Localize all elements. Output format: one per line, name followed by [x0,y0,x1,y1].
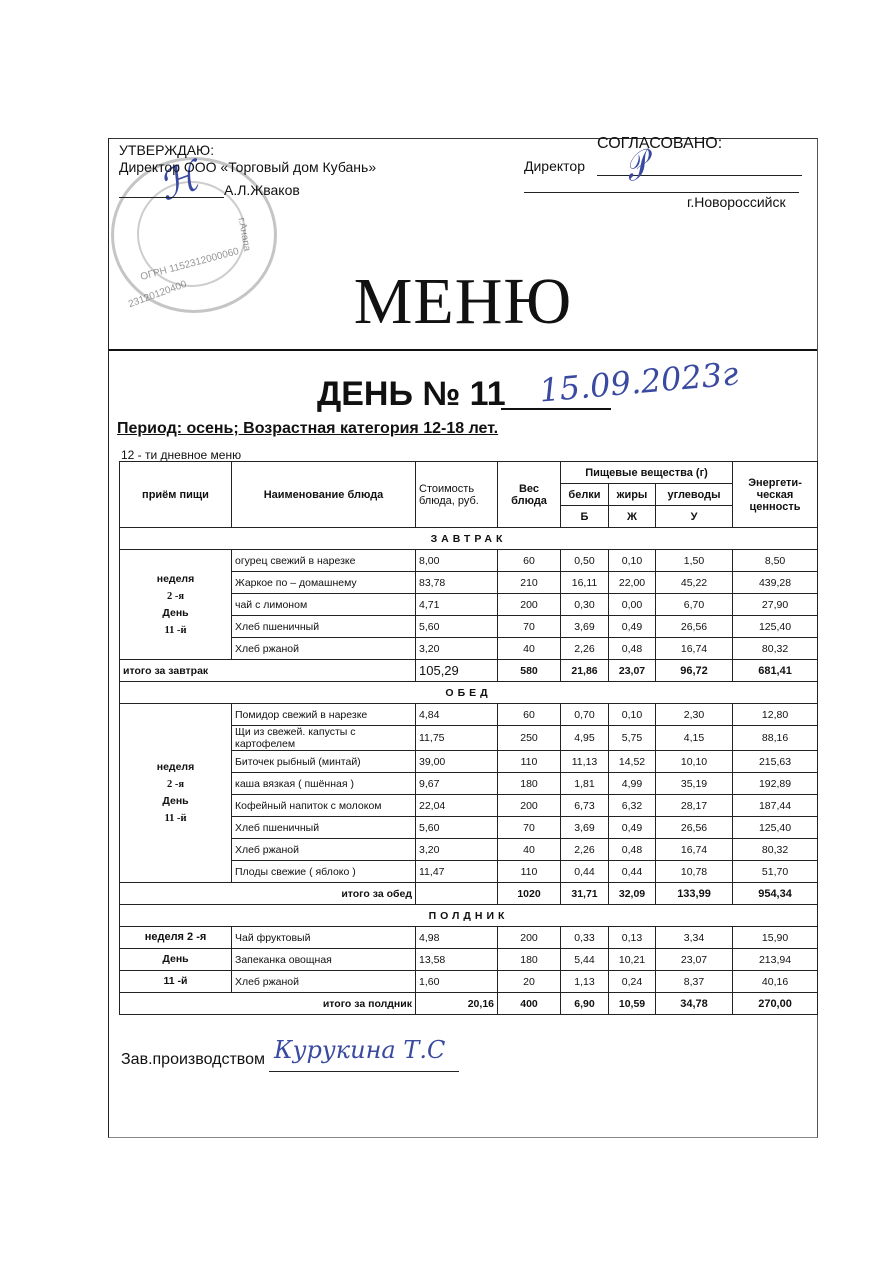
table-row [120,949,818,971]
footer-sign-line [269,1071,459,1072]
dish-fat: 0,49 [609,616,656,638]
dish-fat: 6,32 [609,795,656,817]
col-cost: Стоимость блюда, руб. [416,462,498,528]
meal-group-cell: неделя 2 -я [120,927,232,949]
approved-director-line: Директор ООО «Торговый дом Кубань» [119,159,377,175]
dish-energy: 187,44 [733,795,818,817]
total-label: итого за полдник [120,993,416,1015]
menu-sheet [108,135,818,1138]
dish-weight: 20 [498,971,561,993]
dish-cost: 22,04 [416,795,498,817]
table-row [120,550,818,572]
dish-cost: 3,20 [416,638,498,660]
total-cost: 105,29 [416,660,498,682]
dish-cost: 11,47 [416,861,498,883]
dish-name: Щи из свежей. капусты с картофелем [232,726,416,751]
dish-cost: 3,20 [416,839,498,861]
dish-name: Запеканка овощная [232,949,416,971]
dish-weight: 180 [498,773,561,795]
dish-fat: 10,21 [609,949,656,971]
dish-carbs: 45,22 [656,572,733,594]
col-nutrients: Пищевые вещества (г) [561,462,733,484]
dish-carbs: 26,56 [656,817,733,839]
meal-group-line: неделя [156,572,195,585]
meal-group-line: День [162,606,189,619]
title-divider [109,349,817,351]
day-date: 15.09.2023г [537,354,740,410]
dish-fat: 0,10 [609,704,656,726]
total-label: итого за обед [120,883,416,905]
total-row [120,993,818,1015]
dish-name: Хлеб пшеничный [232,817,416,839]
dish-cost: 4,84 [416,704,498,726]
dish-name: Биточек рыбный (минтай) [232,751,416,773]
dish-weight: 200 [498,594,561,616]
dish-name: Хлеб ржаной [232,839,416,861]
dish-energy: 51,70 [733,861,818,883]
dish-cost: 13,58 [416,949,498,971]
total-weight: 580 [498,660,561,682]
total-protein: 21,86 [561,660,609,682]
dish-cost: 83,78 [416,572,498,594]
dish-carbs: 26,56 [656,616,733,638]
total-energy: 954,34 [733,883,818,905]
dish-name: Жаркое по – домашнему [232,572,416,594]
total-energy: 270,00 [733,993,818,1015]
dish-weight: 60 [498,550,561,572]
agreed-city: г.Новороссийск [687,194,786,210]
dish-protein: 6,73 [561,795,609,817]
meal-group-cell [120,550,232,660]
dish-carbs: 8,37 [656,971,733,993]
dish-protein: 5,44 [561,949,609,971]
dish-name: Хлеб ржаной [232,971,416,993]
dish-weight: 40 [498,839,561,861]
dish-cost: 5,60 [416,616,498,638]
dish-protein: 2,26 [561,638,609,660]
dish-name: Чай фруктовый [232,927,416,949]
col-carbs: углеводы [656,484,733,506]
section-lunch: ОБЕД [120,682,818,704]
col-dish: Наименование блюда [232,462,416,528]
total-row [120,660,818,682]
period-line: Период: осень; Возрастная категория 12-18 лет. [117,420,499,437]
dish-weight: 110 [498,751,561,773]
meal-group-line: 11 -й [164,813,187,824]
meal-group-line: неделя [156,761,195,773]
dish-name: Хлеб пшеничный [232,616,416,638]
total-label: итого за завтрак [120,660,416,682]
table-header-row [120,462,818,484]
dish-protein: 16,11 [561,572,609,594]
dish-protein: 0,50 [561,550,609,572]
approved-title: УТВЕРЖДАЮ: [119,142,215,158]
dish-energy: 125,40 [733,616,818,638]
dish-energy: 439,28 [733,572,818,594]
dish-weight: 210 [498,572,561,594]
dish-name: Кофейный напиток с молоком [232,795,416,817]
table-row [120,704,818,726]
dish-fat: 14,52 [609,751,656,773]
dish-fat: 5,75 [609,726,656,751]
dish-weight: 110 [498,861,561,883]
total-protein: 6,90 [561,993,609,1015]
agreed-signature-icon: 𝒫 [616,143,656,191]
dish-fat: 0,13 [609,927,656,949]
dish-weight: 70 [498,616,561,638]
dish-name: Помидор свежий в нарезке [232,704,416,726]
footer-label: Зав.производством [121,1051,265,1068]
dish-protein: 0,44 [561,861,609,883]
dish-energy: 12,80 [733,704,818,726]
section-breakfast: ЗАВТРАК [120,528,818,550]
col-meal: приём пищи [120,462,232,528]
dish-carbs: 16,74 [656,638,733,660]
agreed-director-label: Директор [524,158,585,174]
dish-energy: 215,63 [733,751,818,773]
table-row [120,927,818,949]
dish-carbs: 6,70 [656,594,733,616]
dish-fat: 0,10 [609,550,656,572]
dish-fat: 4,99 [609,773,656,795]
menu-type: 12 - ти дневное меню [121,448,242,462]
dish-protein: 1,81 [561,773,609,795]
meal-group-cell: 11 -й [120,971,232,993]
menu-table [119,461,818,1015]
total-energy: 681,41 [733,660,818,682]
col-fat: жиры [609,484,656,506]
dish-protein: 0,70 [561,704,609,726]
agreed-line-2 [524,192,799,193]
dish-protein: 3,69 [561,817,609,839]
dish-fat: 22,00 [609,572,656,594]
dish-fat: 0,48 [609,638,656,660]
dish-fat: 0,48 [609,839,656,861]
stamp-text-1: 23120120400 [126,278,189,311]
dish-carbs: 16,74 [656,839,733,861]
dish-protein: 0,30 [561,594,609,616]
breakfast-rows [120,550,818,682]
dish-weight: 200 [498,795,561,817]
table-row [120,971,818,993]
meal-group-line: 2 -я [166,779,185,790]
dish-cost: 1,60 [416,971,498,993]
dish-cost: 39,00 [416,751,498,773]
dish-carbs: 35,19 [656,773,733,795]
director-signature-icon: ℋ [152,153,206,211]
meal-group-line: 2 -я [166,590,185,602]
dish-protein: 1,13 [561,971,609,993]
col-fat-short: Ж [609,506,656,528]
dish-energy: 80,32 [733,638,818,660]
dish-name: Хлеб ржаной [232,638,416,660]
dish-carbs: 1,50 [656,550,733,572]
dish-name: огурец свежий в нарезке [232,550,416,572]
dish-energy: 8,50 [733,550,818,572]
section-snack: ПОЛДНИК [120,905,818,927]
stamp-text-3: г.Анапа [235,216,253,253]
total-cost [416,883,498,905]
total-row [120,883,818,905]
meal-group-cell [120,704,232,883]
snack-rows [120,927,818,1015]
dish-carbs: 4,15 [656,726,733,751]
dish-energy: 213,94 [733,949,818,971]
approved-signer: А.Л.Жваков [224,182,300,198]
approved-sign-line [119,197,224,198]
total-cost: 20,16 [416,993,498,1015]
total-weight: 400 [498,993,561,1015]
dish-cost: 4,71 [416,594,498,616]
dish-name: чай с лимоном [232,594,416,616]
dish-fat: 0,49 [609,817,656,839]
total-protein: 31,71 [561,883,609,905]
total-carbs: 34,78 [656,993,733,1015]
dish-protein: 2,26 [561,839,609,861]
total-weight: 1020 [498,883,561,905]
lunch-rows [120,704,818,905]
dish-energy: 80,32 [733,839,818,861]
meal-group-cell: День [120,949,232,971]
total-fat: 10,59 [609,993,656,1015]
dish-weight: 60 [498,704,561,726]
stamp-text-2: ОГРН 1152312000060 [139,246,241,283]
dish-energy: 88,16 [733,726,818,751]
dish-protein: 0,33 [561,927,609,949]
col-weight: Вес блюда [498,462,561,528]
dish-cost: 11,75 [416,726,498,751]
dish-fat: 0,24 [609,971,656,993]
dish-energy: 27,90 [733,594,818,616]
dish-cost: 9,67 [416,773,498,795]
dish-carbs: 23,07 [656,949,733,971]
dish-cost: 4,98 [416,927,498,949]
meal-group-line: День [162,795,189,807]
dish-protein: 11,13 [561,751,609,773]
page-title: МЕНЮ [353,265,573,338]
dish-cost: 8,00 [416,550,498,572]
total-carbs: 133,99 [656,883,733,905]
dish-protein: 4,95 [561,726,609,751]
dish-cost: 5,60 [416,817,498,839]
total-fat: 32,09 [609,883,656,905]
total-carbs: 96,72 [656,660,733,682]
dish-carbs: 10,78 [656,861,733,883]
dish-energy: 125,40 [733,817,818,839]
dish-carbs: 10,10 [656,751,733,773]
dish-protein: 3,69 [561,616,609,638]
dish-weight: 250 [498,726,561,751]
dish-name: Плоды свежие ( яблоко ) [232,861,416,883]
dish-energy: 40,16 [733,971,818,993]
dish-weight: 180 [498,949,561,971]
dish-name: каша вязкая ( пшённая ) [232,773,416,795]
col-energy: Энергети-ческая ценность [733,462,818,528]
col-protein-short: Б [561,506,609,528]
dish-weight: 70 [498,817,561,839]
dish-energy: 15,90 [733,927,818,949]
dish-fat: 0,44 [609,861,656,883]
total-fat: 23,07 [609,660,656,682]
footer-signature: Курукина Т.С [274,1036,446,1064]
meal-group-line: 11 -й [164,624,187,636]
dish-carbs: 3,34 [656,927,733,949]
dish-energy: 192,89 [733,773,818,795]
dish-carbs: 2,30 [656,704,733,726]
agreed-title: СОГЛАСОВАНО: [597,135,723,152]
dish-fat: 0,00 [609,594,656,616]
col-carbs-short: У [656,506,733,528]
dish-carbs: 28,17 [656,795,733,817]
col-protein: белки [561,484,609,506]
dish-weight: 40 [498,638,561,660]
day-number: ДЕНЬ № 11 [317,375,506,413]
dish-weight: 200 [498,927,561,949]
